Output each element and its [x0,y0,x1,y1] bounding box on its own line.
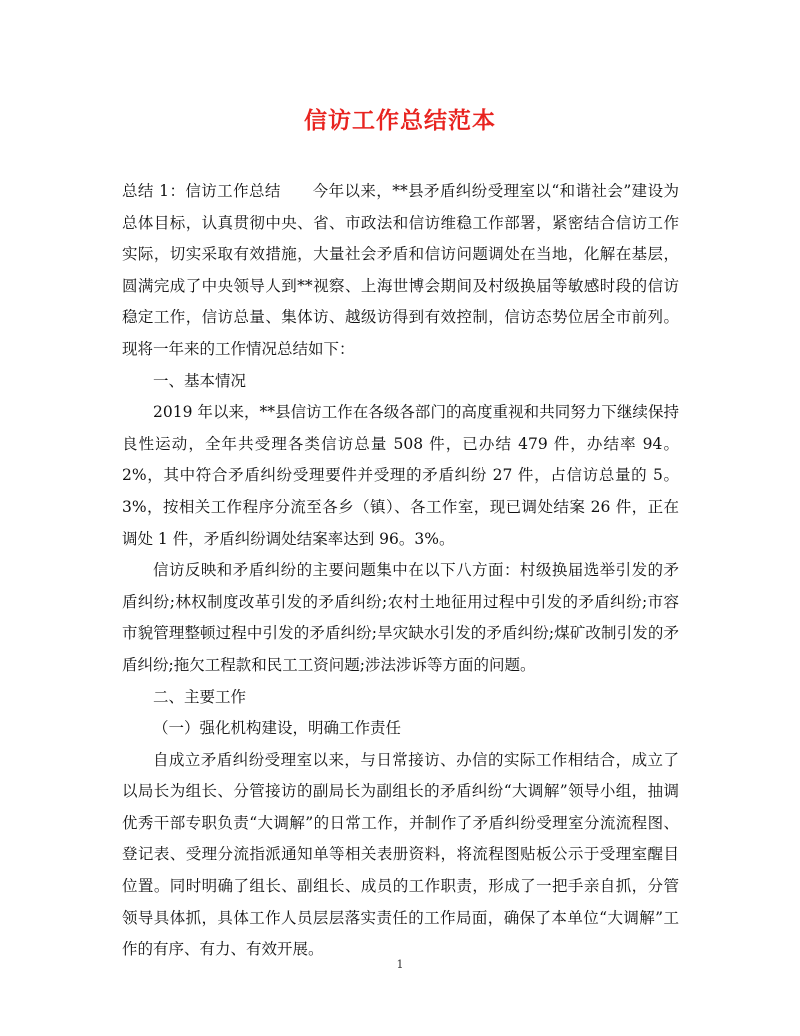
main-issues-paragraph: 信访反映和矛盾纠纷的主要问题集中在以下八方面：村级换届选举引发的矛盾纠纷;林权制度改革引发的矛盾纠纷;农村土地征用过程中引发的矛盾纠纷;市容市貌管理整顿过程中引发的矛盾纠纷;旱灾缺水引发的矛盾纠纷;煤矿改制引发的矛盾纠纷;拖欠工程款和民工工资问题;涉法涉诉等方面的问题。 [122,561,679,674]
subsection-heading-institution-building: （一）强化机构建设，明确工作责任 [153,719,402,738]
basic-situation-paragraph: 2019 年以来，**县信访工作在各级各部门的高度重视和共同努力下继续保持良性运动，全年共受理各类信访总量 508 件，已办结 479 件，办结率 94。2%，其中符合矛盾纠纷受理要件并受理的矛盾纠纷 27 件，占信访总量的 5。3%，按相关工作程序分流至各乡（镇）、各工作室，现已调处结案 26 件，正在调处 1 件，矛盾纠纷调处结案率达到 96。3%。 [122,403,679,548]
section-heading-basic-situation: 一、基本情况 [153,371,247,390]
page-number: 1 [396,958,404,971]
institution-building-paragraph: 自成立矛盾纠纷受理室以来，与日常接访、办信的实际工作相结合，成立了以局长为组长、分管接访的副局长为副组长的矛盾纠纷“大调解”领导小组，抽调优秀干部专职负责“大调解”的日常工作，并制作了矛盾纠纷受理室分流流程图、登记表、受理分流指派通知单等相关表册资料，将流程图贴板公示于受理室醒目位置。同时明确了组长、副组长、成员的工作职责，形成了一把手亲自抓，分管领导具体抓，具体工作人员层层落实责任的工作局面，确保了本单位“大调解”工作的有序、有力、有效开展。 [122,750,679,959]
document-title: 信访工作总结范本 [304,107,496,134]
document-body [122,176,679,966]
section-heading-main-work: 二、主要工作 [153,687,247,706]
intro-paragraph: 总结 1：信访工作总结 今年以来，**县矛盾纠纷受理室以“和谐社会”建设为总体目标，认真贯彻中央、省、市政法和信访维稳工作部署，紧密结合信访工作实际，切实采取有效措施，大量社会矛盾和信访问题调处在当地，化解在基层，圆满完成了中央领导人到**视察、上海世博会期间及村级换届等敏感时段的信访稳定工作，信访总量、集体访、越级访得到有效控制，信访态势位居全市前列。现将一年来的工作情况总结如下： [122,182,679,358]
